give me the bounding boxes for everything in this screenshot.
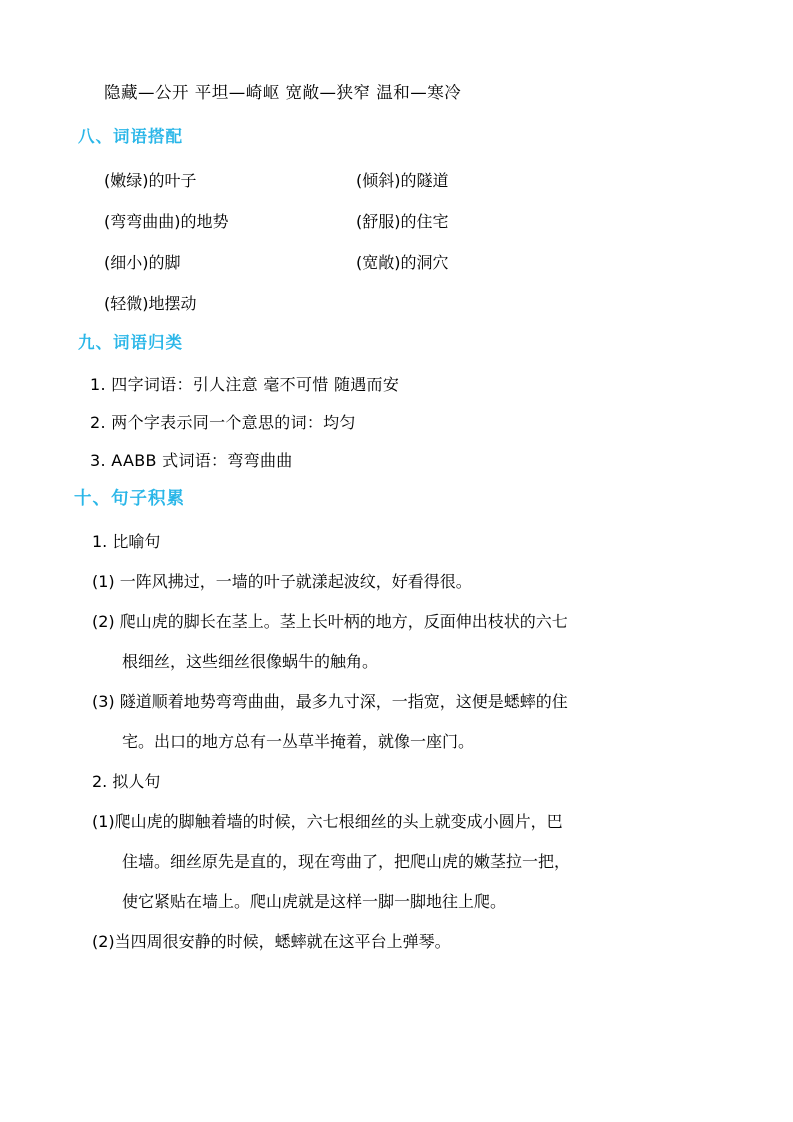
sentence-continuation: 住墙。细丝原先是直的，现在弯曲了，把爬山虎的嫩茎拉一把，: [122, 852, 571, 871]
collocation-grid: [62, 160, 733, 324]
collocation-item: (舒服)的住宅: [356, 212, 449, 231]
subsection-label: [62, 762, 733, 802]
list-item-number: 2.: [90, 413, 106, 432]
list-item: [62, 366, 733, 404]
sentence-continuation-2: 使它紧贴在墙上。爬山虎就是这样一脚一脚地往上爬。: [122, 892, 507, 911]
subsection-text: 比喻句: [112, 532, 161, 551]
section-heading-ten: 十、句子积累: [74, 489, 185, 509]
collocation-item: (细小)的脚: [104, 253, 181, 272]
subsection-number: 1.: [92, 532, 108, 551]
sentence-marker: (1): [92, 572, 115, 591]
sentence-text: 隧道顺着地势弯弯曲曲，最多九寸深，一指宽，这便是蟋蟀的住: [119, 692, 568, 711]
list-item-text: 四字词语：引人注意 毫不可惜 随遇而安: [111, 375, 400, 394]
list-item-number: 1.: [90, 375, 106, 394]
list-item-text: AABB 式词语：弯弯曲曲: [111, 451, 293, 470]
collocation-item: (轻微)地摆动: [104, 294, 197, 313]
sentence-marker: (3): [92, 692, 115, 711]
sentence-item: [62, 562, 733, 602]
collocation-row: [104, 160, 733, 201]
sentence-item: [62, 682, 733, 762]
list-item-number: 3.: [90, 451, 106, 470]
sentence-continuation: 宅。出口的地方总有一丛草半掩着，就像一座门。: [122, 732, 475, 751]
collocation-row: [104, 242, 733, 283]
collocation-item: (弯弯曲曲)的地势: [104, 212, 229, 231]
list-item-text: 两个字表示同一个意思的词：均匀: [111, 413, 356, 432]
sentence-text: 爬山虎的脚触着墙的时候，六七根细丝的头上就变成小圆片，巴: [114, 812, 563, 831]
subsection-label: [62, 522, 733, 562]
sentence-text: 爬山虎的脚长在茎上。茎上长叶柄的地方，反面伸出枝状的六七: [119, 612, 568, 631]
collocation-row: [104, 201, 733, 242]
collocation-item: (宽敞)的洞穴: [356, 253, 449, 272]
section-heading-eight: 八、词语搭配: [78, 127, 183, 146]
collocation-item: [356, 283, 608, 324]
sentence-continuation: 根细丝，这些细丝很像蜗牛的触角。: [122, 652, 379, 671]
sentence-marker: (2): [92, 932, 115, 951]
subsection-number: 2.: [92, 772, 108, 791]
sentence-item: [62, 922, 733, 962]
sentence-text: 一阵风拂过，一墙的叶子就漾起波纹，好看得很。: [119, 572, 472, 591]
list-item: [62, 404, 733, 442]
collocation-item: (嫩绿)的叶子: [104, 171, 197, 190]
section-heading-nine: 九、词语归类: [78, 333, 183, 352]
subsection-text: 拟人句: [112, 772, 161, 791]
sentence-text: 当四周很安静的时候，蟋蟀就在这平台上弹琴。: [114, 932, 451, 951]
sentence-marker: (1): [92, 812, 115, 831]
collocation-item: (倾斜)的隧道: [356, 171, 449, 190]
antonyms-line: 隐藏—公开 平坦—崎岖 宽敞—狭窄 温和—寒冷: [104, 83, 462, 102]
sentence-item: [62, 802, 733, 922]
collocation-row: [104, 283, 733, 324]
sentence-marker: (2): [92, 612, 115, 631]
list-item: [62, 442, 733, 480]
sentence-item: [62, 602, 733, 682]
